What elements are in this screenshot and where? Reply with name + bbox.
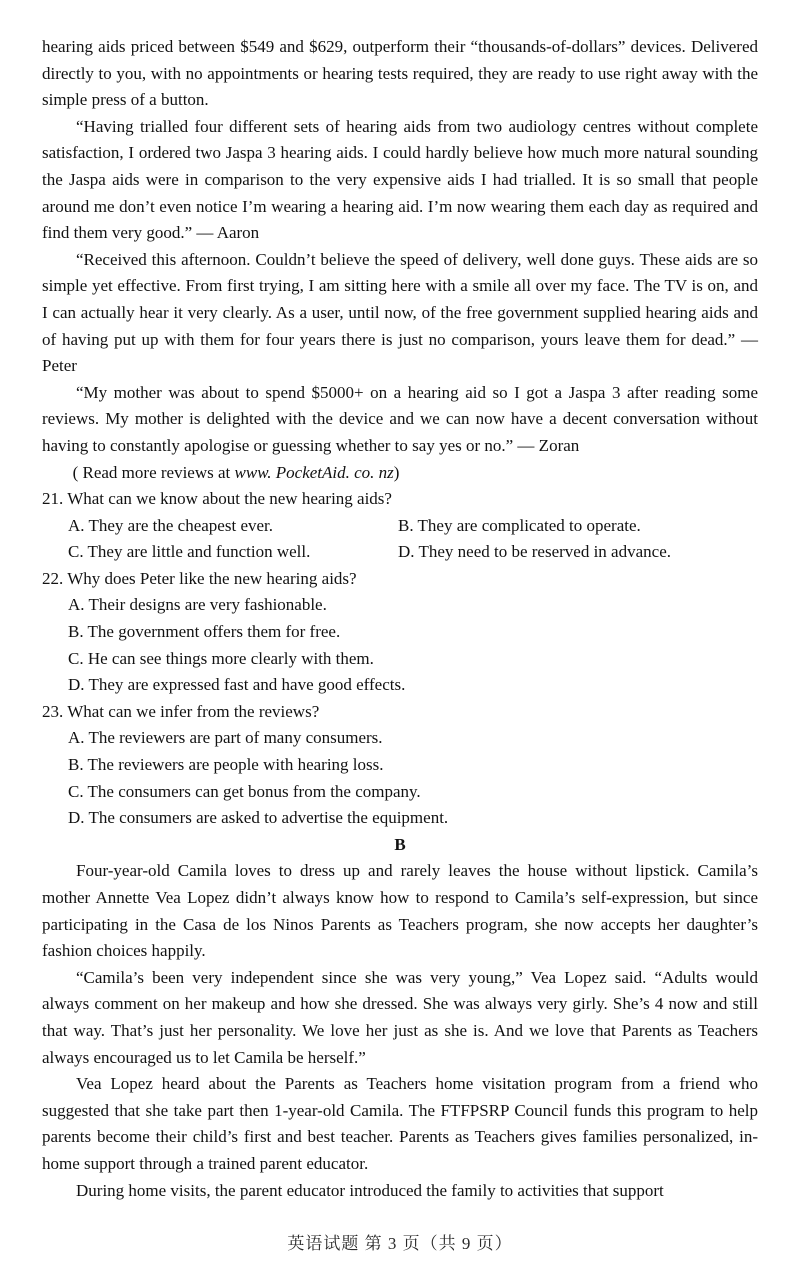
- option-21-d: D. They need to be reserved in advance.: [398, 542, 671, 562]
- question-text: What can we infer from the reviews?: [67, 701, 320, 721]
- question-text: What can we know about the new hearing aids?: [67, 489, 392, 509]
- question-number: 23.: [42, 701, 64, 721]
- option-21-b: B. They are complicated to operate.: [398, 515, 641, 535]
- option-23-d: D. The consumers are asked to advertise the equipment.: [68, 808, 449, 828]
- question-22: [42, 566, 758, 699]
- question-21-stem: [42, 486, 758, 513]
- question-22-stem: [42, 566, 758, 593]
- read-more-prefix: ( Read more reviews at: [72, 462, 235, 482]
- option-21-a: A. They are the cheapest ever.: [68, 515, 274, 535]
- review-aaron-paragraph: “Having trialled four different sets of hearing aids from two audiology centres without complete satisfaction, I ordered two Jaspa 3 hearing aids. I could hardly believe how much more natural sounding the Jaspa aids were in comparison to the very expensive aids I had trialled. It is so small that people around me don’t even notice I’m wearing a hearing aid. I’m now wearing them each day as required and find them very good.” — Aaron: [42, 116, 758, 243]
- passage-b-paragraph-4: During home visits, the parent educator introduced the family to activities that support: [76, 1180, 664, 1200]
- option-22-a: A. Their designs are very fashionable.: [68, 595, 327, 615]
- option-22-b: B. The government offers them for free.: [68, 622, 341, 642]
- passage-b-paragraph-1: Four-year-old Camila loves to dress up and rarely leaves the house without lipstick. Camila’s mother Annette Vea Lopez didn’t always know how to respond to Camila’s self-expression, but since participating in the Casa de los Ninos Parents as Teachers program, she now accepts her daughter’s fashion choices happily.: [42, 861, 758, 961]
- review-peter-paragraph: “Received this afternoon. Couldn’t believe the speed of delivery, well done guys. These aids are so simple yet effective. From first trying, I am sitting here with a smile all over my face. The TV is on, and I can actually hear it very clearly. As a user, until now, of the free government supplied hearing aids and of having put up with them for four years there is just no comparison, yours leave them for dead.” — Peter: [42, 249, 758, 376]
- question-21: [42, 486, 758, 566]
- question-23: [42, 699, 758, 832]
- option-22-d: D. They are expressed fast and have good effects.: [68, 675, 406, 695]
- passage-a-continuation-paragraph: hearing aids priced between $549 and $629, outperform their “thousands-of-dollars” devices. Delivered directly to you, with no appointments or hearing tests required, they are ready to use right away with the simple press of a button.: [42, 37, 758, 110]
- passage-b-paragraph-2: “Camila’s been very independent since she was very young,” Vea Lopez said. “Adults would always comment on her makeup and how she dressed. She was always very girly. She’s 4 now and still that way. That’s just her personality. We love her just as she is. And we love that Parents as Teachers always encouraged us to let Camila be herself.”: [42, 967, 758, 1067]
- passage-b-paragraph-3: Vea Lopez heard about the Parents as Teachers home visitation program from a friend who suggested that she take part then 1-year-old Camila. The FTFPSRP Council funds this program to help parents become their child’s first and best teacher. Parents as Teachers gives families personalized, in-home support through a trained parent educator.: [42, 1074, 758, 1173]
- read-more-suffix: ): [393, 462, 400, 482]
- question-number: 22.: [42, 568, 64, 588]
- option-23-c: C. The consumers can get bonus from the company.: [68, 781, 421, 801]
- question-text: Why does Peter like the new hearing aids?: [67, 568, 357, 588]
- question-number: 21.: [42, 489, 64, 509]
- option-21-c: C. They are little and function well.: [68, 542, 311, 562]
- section-b-heading: B: [394, 834, 406, 854]
- option-23-a: A. The reviewers are part of many consumers.: [68, 728, 383, 748]
- page-content: [42, 34, 758, 1204]
- question-23-stem: [42, 699, 758, 726]
- question-21-options: [42, 513, 758, 566]
- review-zoran-paragraph: “My mother was about to spend $5000+ on a hearing aid so I got a Jaspa 3 after reading some reviews. My mother is delighted with the device and we can now have a decent conversation without having to constantly apologise or guessing whether to say yes or no.” — Zoran: [42, 382, 758, 455]
- option-23-b: B. The reviewers are people with hearing loss.: [68, 755, 384, 775]
- review-site-url: www. PocketAid. co. nz: [234, 462, 394, 482]
- option-22-c: C. He can see things more clearly with them.: [68, 648, 374, 668]
- page-footer: 英语试题 第 3 页（共 9 页）: [287, 1234, 513, 1254]
- read-more-line: [42, 460, 758, 487]
